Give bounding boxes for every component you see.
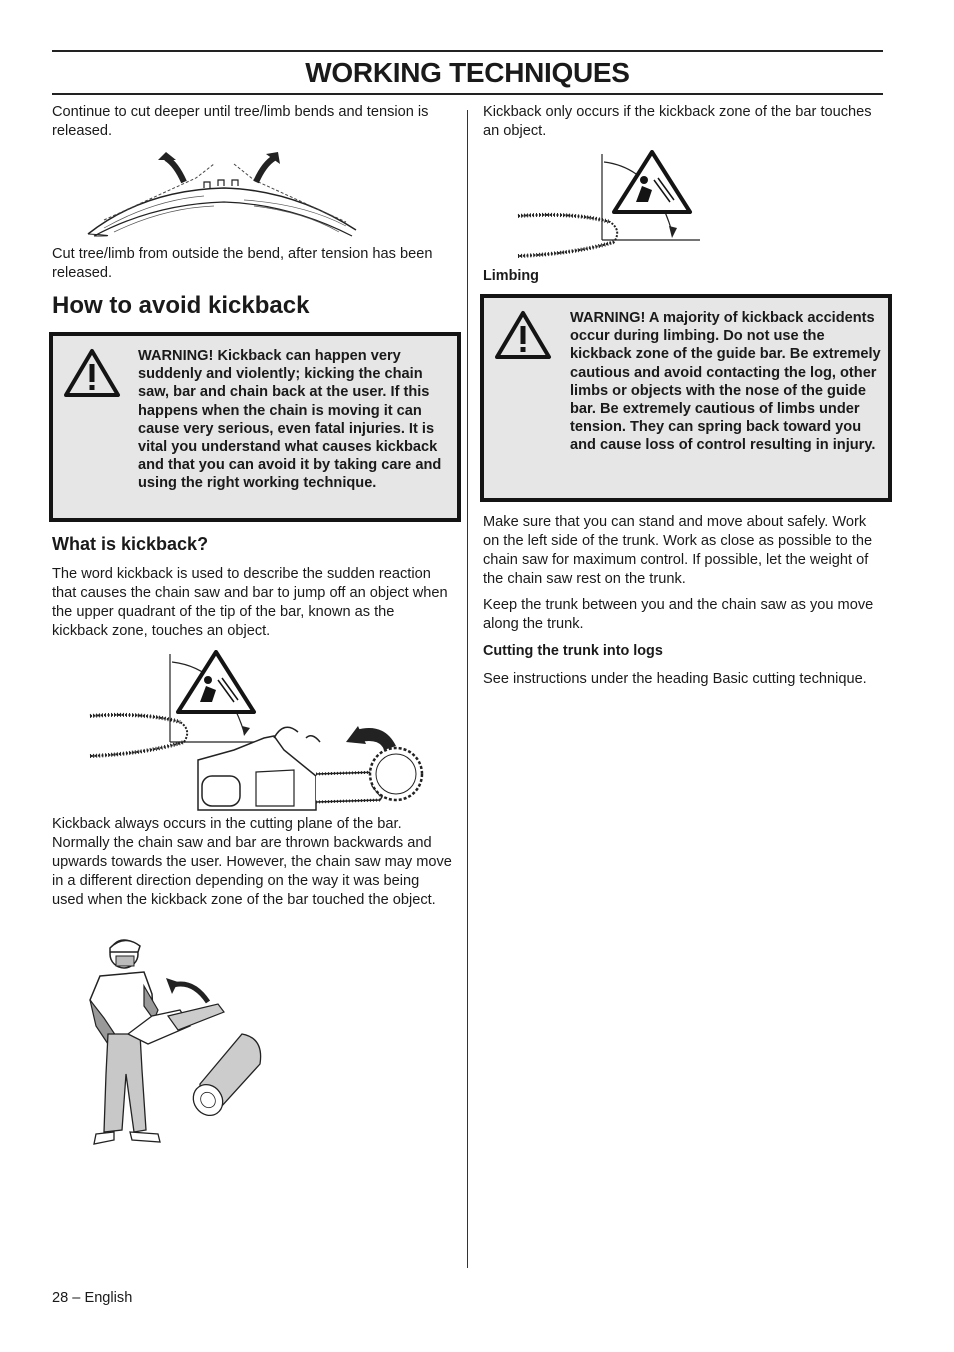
kickback-warning-sign-icon — [614, 152, 690, 212]
bending-limb-illustration — [84, 150, 360, 242]
header-rule-top — [52, 50, 883, 52]
warning-box-kickback — [49, 332, 461, 522]
subsection-title-what-is-kickback: What is kickback? — [52, 534, 209, 554]
page-footer: 28 – English — [52, 1290, 133, 1306]
label-cutting-trunk-into-logs: Cutting the trunk into logs — [483, 643, 663, 659]
kickback-warning-sign-icon — [178, 652, 254, 712]
warning-text-limbing: WARNING! A majority of kickback accidents occur during limbing. Do not use the kickback zone of the guide bar. Be extremely cautious and avoid contacting the log, other limbs or objects with the nose of the guide bar. Be extremely cautious of limbs under tension. They can spring back toward you and cause loss of control resulting in injury. — [570, 310, 881, 454]
chainsaw-kickback-zone-illustration — [84, 650, 424, 812]
header-rule-bottom — [52, 93, 883, 95]
warning-triangle-icon — [63, 348, 121, 398]
paragraph-kickback-cutting-plane: Kickback always occurs in the cutting plane of the bar. Normally the chain saw and bar are thrown backwards and upwards towards the user. However, the chain saw may move in a different direction depending on the way it was being used when the kickback zone of the bar touched the object. — [52, 816, 452, 908]
column-divider — [467, 110, 468, 1268]
paragraph-kickback-only-occurs: Kickback only occurs if the kickback zone of the bar touches an object. — [483, 104, 872, 139]
paragraph-kickback-definition: The word kickback is used to describe the sudden reaction that causes the chain saw and bar to jump off an object when the upper quadrant of the tip of the bar, known as the kickback zone, touches an object. — [52, 566, 448, 639]
warning-text-kickback: WARNING! Kickback can happen very suddenly and violently; kicking the chain saw, bar and chain back at the user. If this happens when the chain is moving it can cause very serious, even fatal injuries. It is vital you understand what causes kickback and that you can avoid it by taking care and using the right working technique. — [138, 348, 442, 492]
paragraph-see-instructions: See instructions under the heading Basic cutting technique. — [483, 671, 867, 687]
section-title-avoid-kickback: How to avoid kickback — [52, 292, 310, 319]
warning-triangle-icon — [494, 310, 552, 360]
label-limbing: Limbing — [483, 268, 539, 284]
paragraph-cut-deeper: Continue to cut deeper until tree/limb bends and tension is released. — [52, 104, 429, 139]
page-title: WORKING TECHNIQUES — [305, 57, 630, 88]
paragraph-keep-trunk-between: Keep the trunk between you and the chain saw as you move along the trunk. — [483, 597, 874, 632]
paragraph-cut-outside-bend: Cut tree/limb from outside the bend, after tension has been released. — [52, 246, 433, 281]
warning-box-limbing — [480, 294, 892, 502]
operator-kickback-illustration — [82, 934, 268, 1152]
paragraph-stand-safely: Make sure that you can stand and move about safely. Work on the left side of the trunk. Work as close as possible to the chain saw for maximum control. If possible, let the weight of the chain saw rest on the trunk. — [483, 514, 873, 587]
limbing-kickback-zone-illustration — [514, 150, 704, 266]
